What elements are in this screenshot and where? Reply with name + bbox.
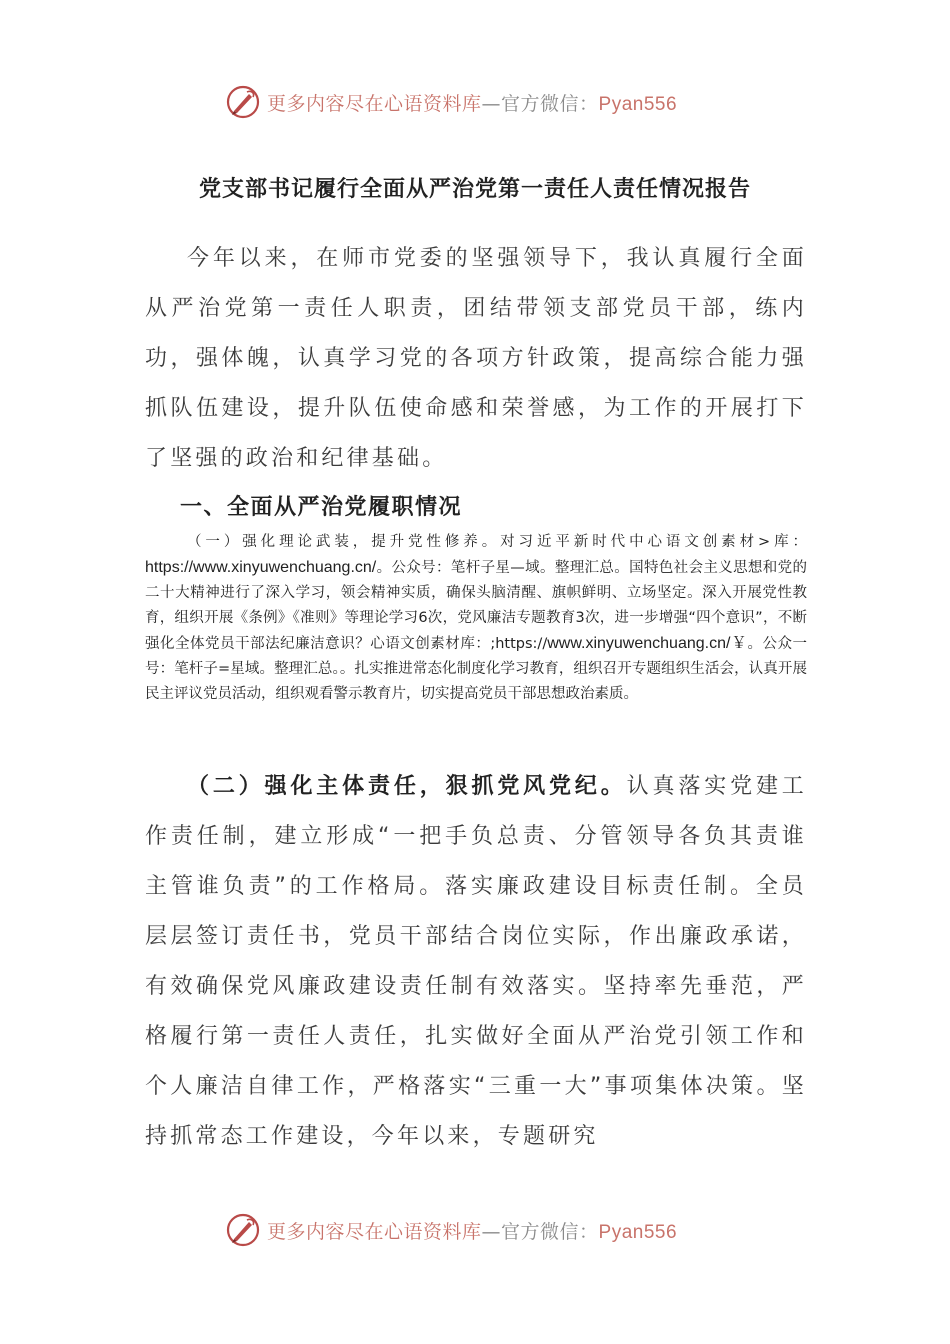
pen-logo-icon <box>225 84 261 120</box>
subsection-1-paragraph <box>145 530 807 707</box>
document-title: 党支部书记履行全面从严治党第一责任人责任情况报告 <box>198 177 751 202</box>
banner-text <box>267 89 677 116</box>
sub1-text-part1: （一）强化理论武装，提升党性修养。对习近平新时代中心语文创素材>库： <box>187 534 807 550</box>
banner-text <box>267 1217 677 1244</box>
sub1-text-part3: 。公众一号：笔杆子=星域。整理汇总。。扎实推进常态化制度化学习教育，组织召开专题组织生活会，认真开展民主评议党员活动，组织观看警示教育片，切实提高党员干部思想政治素质。 <box>145 636 808 702</box>
banner-wechat-label: 官方微信： <box>501 1220 599 1243</box>
banner-dash: — <box>481 1220 502 1243</box>
sub2-body: 认真落实党建工作责任制，建立形成“一把手负总责、分管领导各负其责谁主管谁负责”的工作格局。落实廉政建设目标责任制。全员层层签订责任书，党员干部结合岗位实际，作出廉政承诺，有效确保党风廉政建设责任制有效落实。坚持率先垂范，严格履行第一责任人责任，扎实做好全面从严治党引领工作和个人廉洁自律工作，严格落实“三重一大”事项集体决策。坚持抓常态工作建设，今年以来，专题研究 <box>145 774 808 1149</box>
sub1-text-part2: 。公众号：笔杆子星—域。整理汇总。国特色社会主义思想和党的二十大精神进行了深入学习，领会精神实质，确保头脑清醒、旗帜鲜明、立场坚定。深入开展党性教育，组织开展《条例》《准则》等理论学习6次，党风廉洁专题教育3次，进一步增强“四个意识”，不断强化全体党员干部法纪廉洁意识？心语文创素材库：;https:// <box>145 560 807 652</box>
sub2-lead: （二）强化主体责任，狠抓党风党纪。 <box>187 774 627 799</box>
banner-dash: — <box>481 92 502 115</box>
sub1-url-1: https://www.xinyuwenchuang.cn/ <box>145 559 377 576</box>
pen-logo-icon <box>225 1212 261 1248</box>
banner-wechat-id: Pyan556 <box>598 93 678 115</box>
header-banner <box>225 82 745 122</box>
banner-site-text: 更多内容尽在心语资料库 <box>267 1220 482 1243</box>
footer-banner <box>225 1210 745 1250</box>
banner-site-text: 更多内容尽在心语资料库 <box>267 92 482 115</box>
section-heading: 一、全面从严治党履职情况 <box>180 495 463 520</box>
banner-wechat-id: Pyan556 <box>598 1221 678 1243</box>
sub1-url-2: www.xinyuwenchuang.cn/￥ <box>547 635 748 652</box>
banner-wechat-label: 官方微信： <box>501 92 599 115</box>
subsection-2-paragraph <box>145 762 807 1162</box>
intro-paragraph: 今年以来，在师市党委的坚强领导下，我认真履行全面从严治党第一责任人职责，团结带领支部党员干部，练内功，强体魄，认真学习党的各项方针政策，提高综合能力强抓队伍建设，提升队伍使命感和荣誉感，为工作的开展打下了坚强的政治和纪律基础。 <box>145 246 807 471</box>
